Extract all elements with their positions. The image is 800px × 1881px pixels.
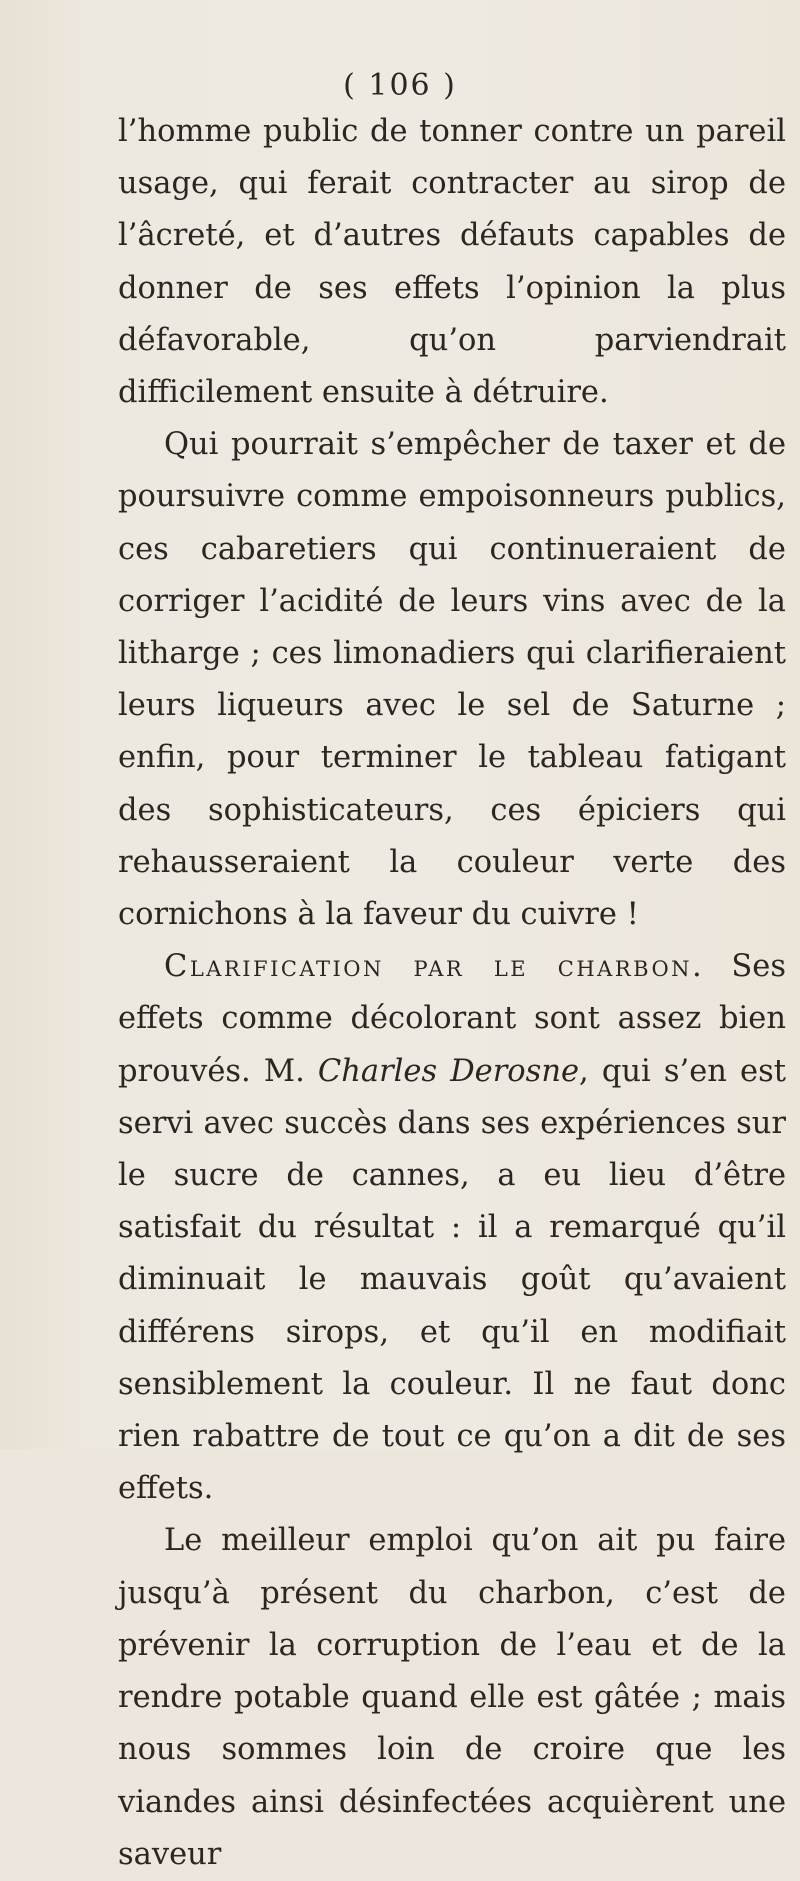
paragraph-4: Le meilleur emploi qu’on ait pu faire jusqu’à présent du charbon, c’est de prévenir la corruption de l’eau et de la rendre potable quand elle est gâtée ; mais nous sommes loin de croire que les viandes ainsi désinfectées acquièrent une saveur bbox=[118, 1523, 786, 1872]
section-heading: Clarification par le charbon. bbox=[164, 949, 705, 985]
page-number: ( 106 ) bbox=[343, 68, 457, 103]
paragraph-2: Qui pourrait s’empêcher de taxer et de poursuivre comme empoisonneurs publics, ces cabaretiers qui continueraient de corriger l’acidité de leurs vins avec de la litharge ; ces limonadiers qui clarifieraient leurs liqueurs avec le sel de Saturne ; enfin, pour terminer le tableau fatigant des sophisticateurs, ces épiciers qui rehausseraient la couleur verte des cornichons à la faveur du cuivre ! bbox=[118, 427, 786, 933]
person-name: Charles Derosne bbox=[317, 1053, 580, 1089]
body-text bbox=[118, 106, 786, 1881]
paragraph-3-part-1: Ses effets comme décolorant sont assez bien prouvés. M. bbox=[118, 949, 787, 1089]
paragraph-3-part-2: , qui s’en est servi avec succès dans ses expériences sur le sucre de cannes, a eu lieu d’être satisfait du résultat : il a remarqué qu’il diminuait le mauvais goût qu’avaient différens sirops, et qu’il en modifiait sensiblement la couleur. Il ne faut donc rien rabattre de tout ce qu’on a dit de ses effets. bbox=[118, 1053, 787, 1507]
paragraph-3 bbox=[118, 941, 786, 1515]
paragraph-1: l’homme public de tonner contre un pareil usage, qui ferait contracter au sirop de l’âcreté, et d’autres défauts capables de donner de ses effets l’opinion la plus défavorable, qu’on parviendrait difficilement ensuite à détruire. bbox=[118, 114, 786, 411]
